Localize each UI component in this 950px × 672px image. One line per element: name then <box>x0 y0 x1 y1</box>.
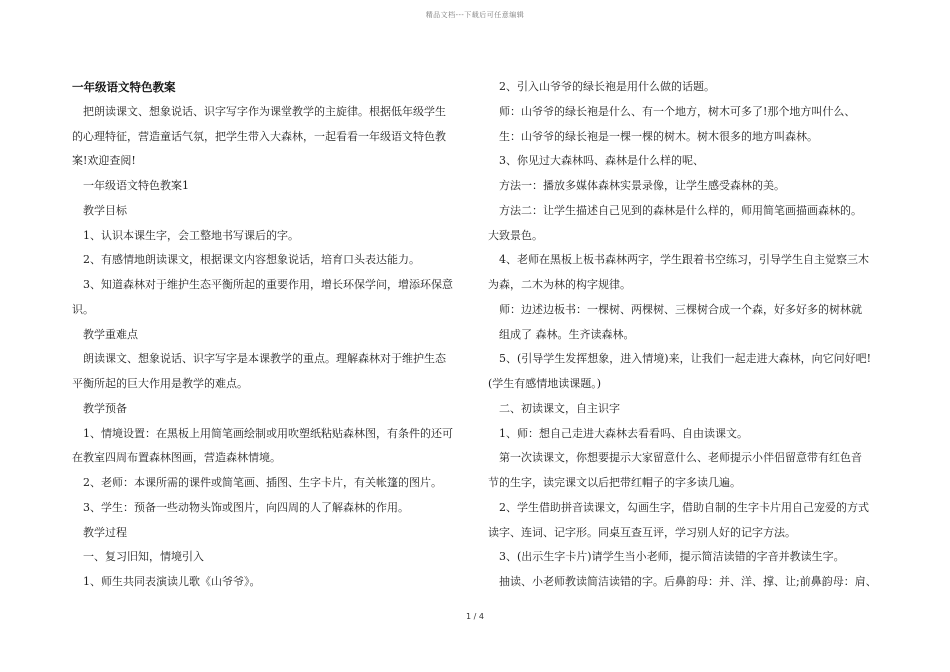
document-title: 一年级语文特色教案 <box>72 80 176 94</box>
text-line: 朗读课文、想象说话、识字写字是本课教学的重点。理解森林对于维护生态 <box>83 352 446 366</box>
text-line: 5、(引导学生发挥想象，进入情境)来，让我们一起走进大森林，向它问好吧! <box>499 352 871 366</box>
text-line: 的心理特征，营造童话气氛，把学生带入大森林，一起看看一年级语文特色教 <box>72 129 446 143</box>
text-line: 师：山爷爷的绿长袍是什么、有一个地方，树木可多了!那个地方叫什么、 <box>499 104 856 118</box>
text-line: 生：山爷爷的绿长袍是一棵一棵的树木。树木很多的地方叫森林。 <box>499 129 818 143</box>
text-line: 3、知道森林对于维护生态平衡所起的重要作用，增长环保学问，增添环保意 <box>83 278 453 291</box>
text-line: 3、你见过大森林吗、森林是什么样的呢、 <box>499 154 704 168</box>
text-line: 抽读、小老师教读简洁读错的字。后鼻韵母：并、洋、撑、让;前鼻韵母：肩、 <box>499 575 877 588</box>
text-line: 1、认识本课生字，会工整地书写课后的字。 <box>83 228 299 242</box>
text-line: 2、学生借助拼音读课文，勾画生字，借助自制的生字卡片用自己宠爱的方式 <box>499 500 869 514</box>
text-line: 在教室四周布置森林图画，营造森林情境。 <box>72 451 281 465</box>
text-line: 节的生字，读完课文以后把带红帽子的字多读几遍。 <box>488 476 741 489</box>
text-line: 师：边述边板书：一棵树、两棵树、三棵树合成一个森，好多好多的树林就 <box>499 302 862 316</box>
text-line: 2、引入山爷爷的绿长袍是用什么做的话题。 <box>499 80 715 93</box>
text-line: 教学重难点 <box>83 327 138 341</box>
text-line: 教学目标 <box>83 203 127 217</box>
text-line: 一、复习旧知，情境引入 <box>83 550 204 564</box>
text-line: 识。 <box>72 302 94 316</box>
text-line: 二、初读课文，自主识字 <box>499 401 620 415</box>
left-text-column <box>72 77 467 597</box>
text-line: 读字、连词、记字形。同桌互查互评，学习别人好的记字方法。 <box>488 525 796 539</box>
text-line: 平衡所起的巨大作用是教学的难点。 <box>72 377 248 390</box>
text-line: 大致景色。 <box>488 228 543 242</box>
text-line: 教学过程 <box>83 525 127 539</box>
text-line: 方法二：让学生描述自己见到的森林是什么样的，师用简笔画描画森林的。 <box>499 203 862 217</box>
text-line: (学生有感情地读课题。) <box>488 377 602 390</box>
text-line: 组成了 森林。生齐读森林。 <box>499 327 635 341</box>
text-line: 教学预备 <box>83 401 127 415</box>
text-line: 2、有感情地朗读课文，根据课文内容想象说话，培育口头表达能力。 <box>83 253 420 267</box>
right-text-column <box>488 77 880 597</box>
text-line: 第一次读课文，你想要提示大家留意什么、老师提示小伴侣留意带有红色音 <box>499 451 862 465</box>
text-line: 为森，二木为林的构字规律。 <box>488 278 631 291</box>
text-line: 3、(出示生字卡片)请学生当小老师，提示简洁读错的字音并教读生字。 <box>499 550 845 564</box>
text-line: 1、情境设置：在黑板上用简笔画绘制或用吹塑纸粘贴森林图，有条件的还可 <box>83 426 453 440</box>
text-line: 案!欢迎查阅! <box>72 154 136 168</box>
text-line: 4、老师在黑板上板书森林两字，学生跟着书空练习，引导学生自主觉察三木 <box>499 253 869 267</box>
text-line: 一年级语文特色教案1 <box>83 179 189 192</box>
text-line: 3、学生：预备一些动物头饰或图片，向四周的人了解森林的作用。 <box>83 500 409 514</box>
text-line: 把朗读课文、想象说话、识字写字作为课堂教学的主旋律。根据低年级学生 <box>83 104 446 118</box>
text-line: 1、师生共同表演读儿歌《山爷爷》。 <box>83 575 261 588</box>
text-line: 方法一：播放多媒体森林实景录像，让学生感受森林的美。 <box>499 179 785 192</box>
page-header-note: 精品文档---下载后可任意编辑 <box>425 11 525 19</box>
text-line: 1、师：想自己走进大森林去看看吗、自由读课文。 <box>499 426 748 440</box>
text-line: 2、老师：本课所需的课件或简笔画、插图、生字卡片，有关帐篷的图片。 <box>83 476 442 489</box>
page-number: 1 / 4 <box>466 612 484 621</box>
